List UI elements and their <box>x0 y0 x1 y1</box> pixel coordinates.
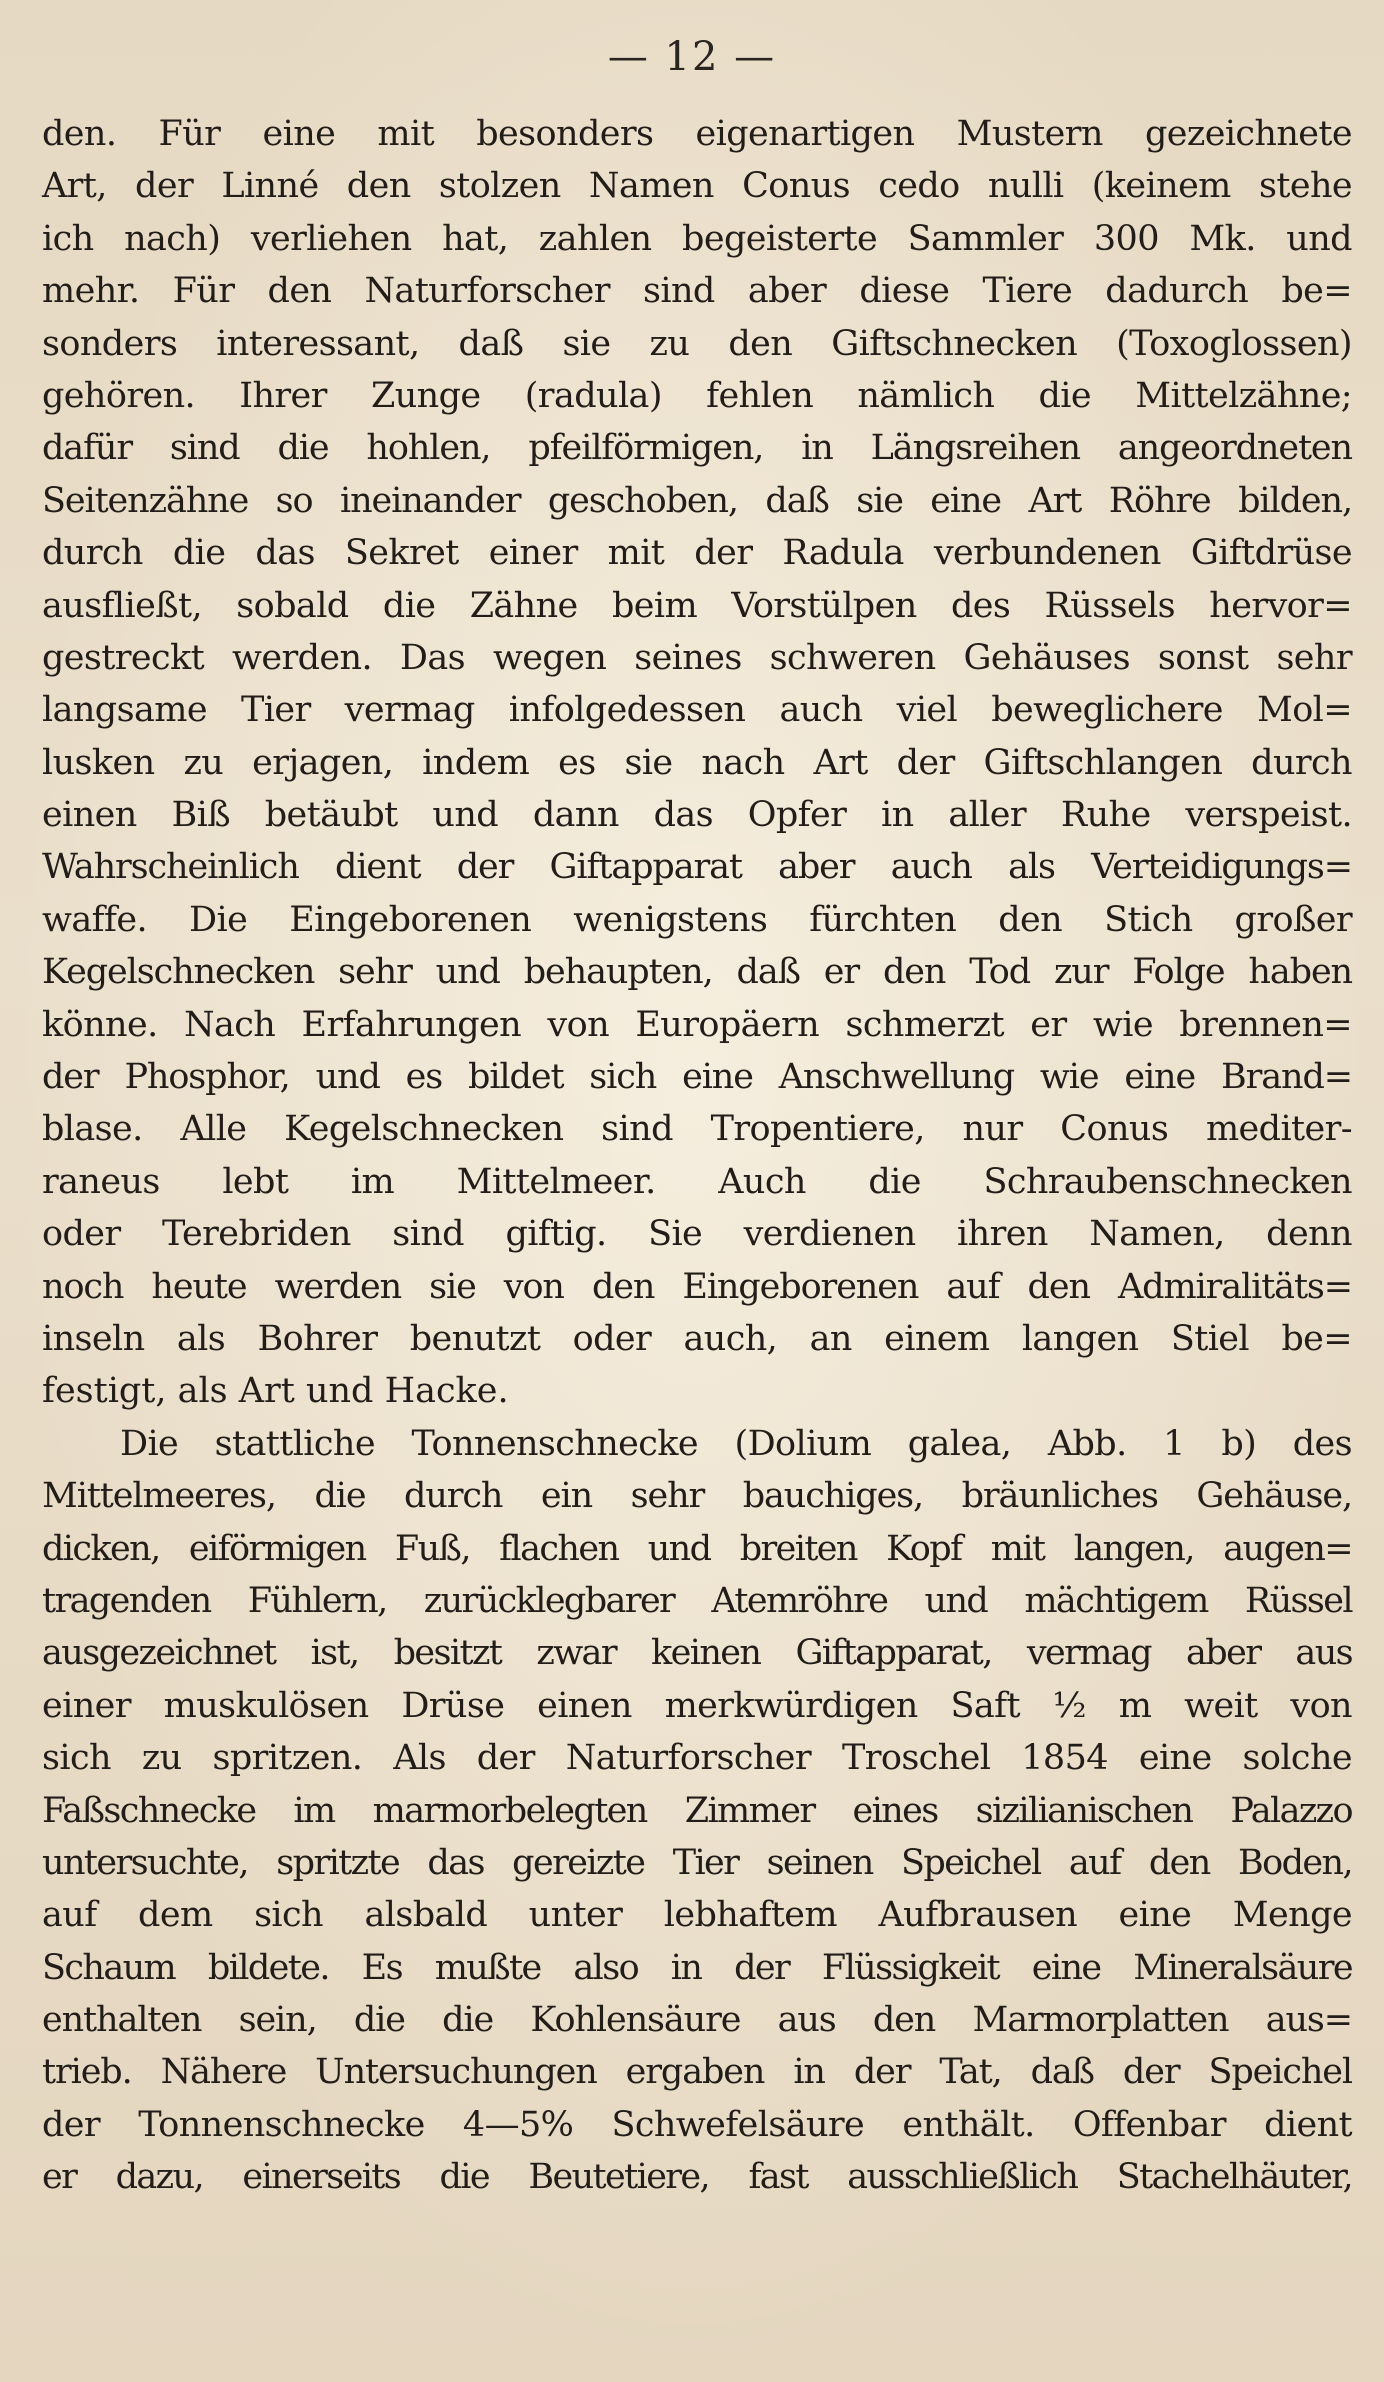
text-line: Faßschnecke im marmorbelegten Zimmer eines sizilianischen Palazzo <box>42 1790 1352 1831</box>
text-line: der Phosphor, und es bildet sich eine Anschwellung wie eine Brand= <box>42 1057 1352 1098</box>
text-line: langsame Tier vermag infolgedessen auch viel beweglichere Mol= <box>42 690 1352 731</box>
text-line: sonders interessant, daß sie zu den Giftschnecken (Toxoglossen) <box>42 323 1352 364</box>
text-line: Kegelschnecken sehr und behaupten, daß er den Tod zur Folge haben <box>42 952 1352 993</box>
text-line: er dazu, einerseits die Beutetiere, fast ausschließlich Stachelhäuter, <box>42 2157 1352 2198</box>
body-text <box>42 108 1352 2204</box>
text-line: lusken zu erjagen, indem es sie nach Art der Giftschlangen durch <box>42 742 1352 783</box>
text-line: Wahrscheinlich dient der Giftapparat aber auch als Verteidigungs= <box>42 847 1352 888</box>
text-line: auf dem sich alsbald unter lebhaftem Aufbrausen eine Menge <box>42 1895 1352 1936</box>
text-line: festigt, als Art und Hacke. <box>42 1371 509 1412</box>
text-line: ich nach) verliehen hat, zahlen begeisterte Sammler 300 Mk. und <box>42 218 1352 259</box>
text-line: ausgezeichnet ist, besitzt zwar keinen Giftapparat, vermag aber aus <box>42 1633 1352 1674</box>
text-line: sich zu spritzen. Als der Naturforscher Troschel 1854 eine solche <box>42 1738 1352 1779</box>
text-line: tragenden Fühlern, zurücklegbarer Atemröhre und mächtigem Rüssel <box>42 1580 1352 1621</box>
text-line: Mittelmeeres, die durch ein sehr bauchiges, bräunliches Gehäuse, <box>42 1476 1352 1517</box>
text-line: gehören. Ihrer Zunge (radula) fehlen nämlich die Mittelzähne; <box>42 375 1352 416</box>
text-line: noch heute werden sie von den Eingeborenen auf den Admiralitäts= <box>42 1266 1352 1307</box>
text-line: den. Für eine mit besonders eigenartigen Mustern gezeichnete <box>42 114 1352 154</box>
text-line: Art, der Linné den stolzen Namen Conus cedo nulli (keinem stehe <box>42 166 1352 207</box>
text-line: Seitenzähne so ineinander geschoben, daß sie eine Art Röhre bilden, <box>42 480 1352 521</box>
text-line: inseln als Bohrer benutzt oder auch, an einem langen Stiel be= <box>42 1318 1352 1359</box>
text-line: einer muskulösen Drüse einen merkwürdigen Saft ½ m weit von <box>42 1685 1352 1726</box>
text-line: trieb. Nähere Untersuchungen ergaben in der Tat, daß der Speichel <box>42 2052 1352 2093</box>
text-line: mehr. Für den Naturforscher sind aber diese Tiere dadurch be= <box>42 271 1352 312</box>
text-line: Die stattliche Tonnenschnecke (Dolium galea, Abb. 1 b) des <box>120 1423 1352 1464</box>
text-line: könne. Nach Erfahrungen von Europäern schmerzt er wie brennen= <box>42 1004 1352 1045</box>
text-line: dicken, eiförmigen Fuß, flachen und breiten Kopf mit langen, augen= <box>42 1528 1352 1569</box>
text-line: dafür sind die hohlen, pfeilförmigen, in Längsreihen angeordneten <box>42 428 1352 469</box>
text-line: oder Terebriden sind giftig. Sie verdienen ihren Namen, denn <box>42 1214 1352 1255</box>
text-line: untersuchte, spritzte das gereizte Tier seinen Speichel auf den Boden, <box>42 1842 1352 1883</box>
text-line: enthalten sein, die die Kohlensäure aus den Marmorplatten aus= <box>42 2000 1352 2041</box>
text-line: raneus lebt im Mittelmeer. Auch die Schraubenschnecken <box>42 1161 1352 1202</box>
page-number: — 12 — <box>607 34 777 80</box>
text-line: einen Biß betäubt und dann das Opfer in aller Ruhe verspeist. <box>42 795 1352 836</box>
text-line: waffe. Die Eingeborenen wenigstens fürchten den Stich großer <box>42 899 1352 940</box>
text-line: blase. Alle Kegelschnecken sind Tropentiere, nur Conus mediter- <box>42 1109 1352 1150</box>
text-line: gestreckt werden. Das wegen seines schweren Gehäuses sonst sehr <box>42 637 1352 678</box>
text-line: Schaum bildete. Es mußte also in der Flüssigkeit eine Mineralsäure <box>42 1947 1352 1988</box>
text-line: ausfließt, sobald die Zähne beim Vorstülpen des Rüssels hervor= <box>42 585 1352 626</box>
text-line: der Tonnenschnecke 4—5% Schwefelsäure enthält. Offenbar dient <box>42 2104 1352 2145</box>
text-line: durch die das Sekret einer mit der Radula verbundenen Giftdrüse <box>42 533 1352 574</box>
